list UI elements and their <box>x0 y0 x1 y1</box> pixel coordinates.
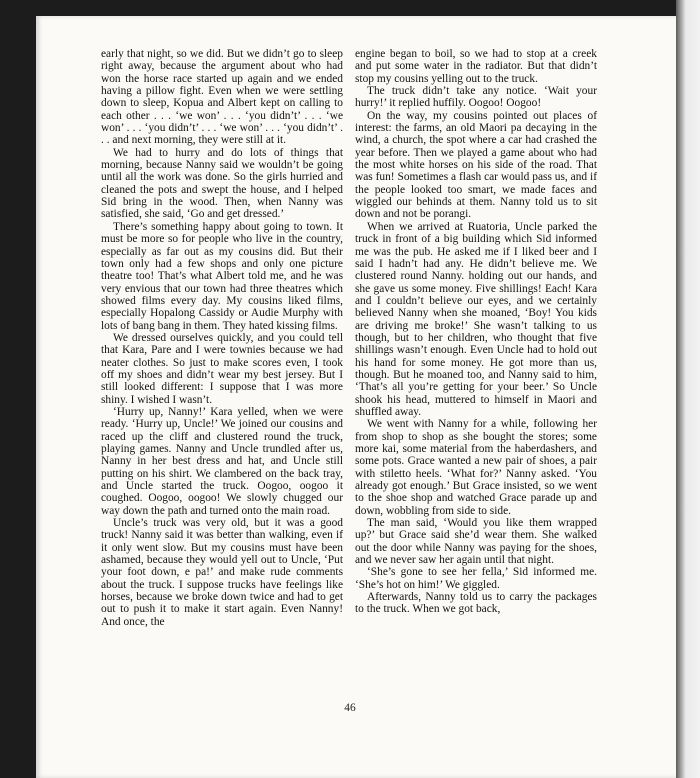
paragraph: There’s something happy about going to town. It must be more so for people who live in the country, especially as far out as my cousins did. But their town only had a few shops and only one picture theatre too! That’s what Albert told me, and he was very envious that our town had three theatres which showed films every day. My cousins liked films, especially Hopalong Cassidy or Audie Murphy with lots of bang bang in them. They hated kissing films. <box>101 220 343 332</box>
paragraph: ‘She’s gone to see her fella,’ Sid informed me. ‘She’s hot on him!’ We giggled. <box>355 566 597 591</box>
paragraph: early that night, so we did. But we didn’t go to sleep right away, because the argument about who had won the horse race started up again and we ended having a pillow fight. Even when we were settling down to sleep, Kopua and Albert kept on calling to each other . . . ‘we won’ . . . ‘you didn’t’ . . . ‘we won’ . . . ‘you didn’t’ . . . ‘we won’ . . . ‘you didn’t’ . . . and next morning, they were still at it. <box>101 48 343 147</box>
paragraph: When we arrived at Ruatoria, Uncle parked the truck in front of a big building which Sid informed me was the pub. He asked me if I liked beer and I said I hadn’t had any. He didn’t believe me. We clustered round Nanny. holding out our hands, and she gave us some money. Five shillings! Each! Kara and I couldn’t believe our eyes, and we certainly believed Nanny when she moaned, ‘Boy! You kids are driving me broke!’ She wasn’t talking to us though, but to her children, who thought that five shillings wasn’t enough. Even Uncle had to hold out his hand for some money. He got more than us, though. But he moaned too, and Nanny said to him, ‘That’s all you’re getting for your beer.’ So Uncle shook his head, muttered to himself in Maori and shuffled away. <box>355 220 597 418</box>
paragraph: We had to hurry and do lots of things that morning, because Nanny said we wouldn’t be going until all the work was done. So the girls hurried and cleaned the pots and swept the house, and I helped Sid bring in the wood. Then, when Nanny was satisfied, she said, ‘Go and get dressed.’ <box>101 146 343 221</box>
paragraph: The truck didn’t take any notice. ‘Wait your hurry!’ it replied huffily. Oogoo! Oogoo! <box>355 85 597 110</box>
page-number: 46 <box>344 702 356 714</box>
right-column <box>355 48 597 616</box>
paragraph: engine began to boil, so we had to stop at a creek and put some water in the radiator. But that didn’t stop my cousins yelling out to the truck. <box>355 48 597 85</box>
book-binding <box>676 0 700 778</box>
paragraph: We went with Nanny for a while, following her from shop to shop as she bought the stores; some more kai, some material from the haberdashers, and some pots. Grace wanted a new pair of shoes, a pair with stiletto heels. ‘What for?’ Nanny asked. ‘You already got enough.’ But Grace insisted, so we went to the shoe shop and watched Grace parade up and down, wobbling from side to side. <box>355 418 597 517</box>
paragraph: On the way, my cousins pointed out places of interest: the farms, an old Maori pa decaying in the wind, a church, the spot where a car had crashed the year before. Then we played a game about who had the most white horses on his side of the road. That was fun! Sometimes a flash car would pass us, and if the people looked too smart, we made faces and wiggled our behinds at them. Nanny told us to sit down and not be porangi. <box>355 109 597 221</box>
paragraph: ‘Hurry up, Nanny!’ Kara yelled, when we were ready. ‘Hurry up, Uncle!’ We joined our cousins and raced up the cliff and clustered round the truck, playing games. Nanny and Uncle trundled after us, Nanny in her best dress and hat, and Uncle still putting on his shirt. We clambered on the back tray, and Uncle started the truck. Oogoo, oogoo it coughed. Oogoo, oogoo! We slowly chugged our way down the path and turned onto the main road. <box>101 405 343 517</box>
paragraph: Afterwards, Nanny told us to carry the packages to the truck. When we got back, <box>355 591 597 616</box>
paragraph: Uncle’s truck was very old, but it was a good truck! Nanny said it was better than walking, even if it only went slow. But my cousins must have been ashamed, because they would yell out to Uncle, ‘Put your foot down, e pa!’ and make rude comments about the truck. I suppose trucks have feelings like horses, because we broke down twice and had to get out to push it to make it start again. Even Nanny! And once, the <box>101 517 343 628</box>
paragraph: We dressed ourselves quickly, and you could tell that Kara, Pare and I were townies because we had neater clothes. So just to make scores even, I took off my shoes and didn’t wear my best jersey. But I still looked different: I suppose that I was more shiny. I wished I wasn’t. <box>101 331 343 406</box>
left-column <box>101 48 343 628</box>
paragraph: The man said, ‘Would you like them wrapped up?’ but Grace said she’d wear them. She walked out the door while Nanny was paying for the shoes, and we never saw her again until that night. <box>355 517 597 567</box>
